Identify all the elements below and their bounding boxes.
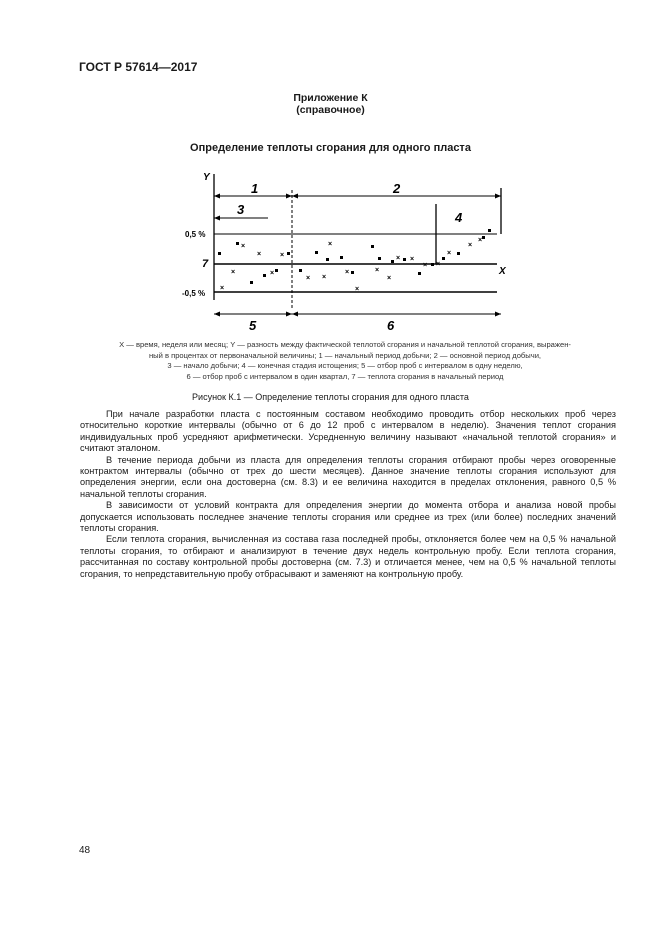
section-title: Определение теплоты сгорания для одного пласта [190,142,471,154]
sample-point [371,245,374,248]
sample-point: × [468,242,473,249]
sample-point: × [436,261,441,268]
sample-point: × [231,269,236,276]
sample-point [340,256,343,259]
sample-point: × [280,252,285,259]
sample-point [326,258,329,261]
sample-point [403,258,406,261]
appendix-title: Приложение К [293,92,368,104]
callout-6: 6 [387,318,395,333]
callout-4: 4 [455,210,463,225]
upper-tolerance-label: 0,5 % [185,230,206,239]
sample-point: × [423,262,428,269]
sample-point [218,252,221,255]
sample-point [391,260,394,263]
paragraph: В зависимости от условий контракта для определения энергии до момента отбора и анализа новой пробы допускается использовать последнее значение теплоты сгорания или среднее из трех (или более) последних значений теплоты сгорания. [80,500,616,534]
x-axis-label: X [499,266,506,277]
sample-point [442,257,445,260]
sample-point [418,272,421,275]
sample-point: × [375,267,380,274]
paragraph: В течение периода добычи из пласта для определения теплоты сгорания отбирают пробы через оговоренные контрактом интервалы (обычно от трех до шести месяцев). Данное значение теплоты сгорания используют для определения энергии, если она достоверна (см. 8.3) и ее величина находится в пределах отклонения, равного 0,5 % начальной теплоты сгорания. [80,454,616,499]
sample-point: × [241,243,246,250]
paragraph: Если теплота сгорания, вычисленная из состава газа последней пробы, отклоняется более чем на 0,5 % начальной теплоты сгорания, то отбирают и анализируют в течение двух недель контрольную пробу. Если теплота сгорания, рассчитанная по составу контрольной пробы достоверна (см. 7.3) и отличается менее, чем на 0,5 % начальной теплоты сгорания, то непредставительную пробу отбрасывают и заменяют на контрольную пробу. [80,534,616,579]
y-axis-label: Y [203,172,210,183]
callout-2: 2 [393,181,401,196]
figure-legend [80,340,610,382]
sample-point [482,236,485,239]
sample-point [275,269,278,272]
sample-point: × [257,251,262,258]
appendix-subtitle: (справочное) [296,104,365,116]
appendix-heading [0,92,661,116]
legend-line: ный в процентах от первоначальной величины; 1 — начальный период добычи; 2 — основной период добычи, [148,350,542,360]
nominal-label: 7 [202,258,209,270]
sample-point: × [270,270,275,277]
sample-point [351,271,354,274]
callout-1: 1 [251,181,259,196]
sample-point: × [355,286,360,293]
legend-line: 3 — начало добычи; 4 — конечная стадия истощения; 5 — отбор проб с интервалом в одну неделю, [167,361,523,371]
body-text [80,409,616,580]
legend-line: 6 — отбор проб с интервалом в один квартал, 7 — теплота сгорания в начальный период [186,371,504,381]
sample-point [263,274,266,277]
document-number: ГОСТ Р 57614—2017 [79,60,198,74]
sample-point: × [345,269,350,276]
sample-point [250,281,253,284]
sample-point [315,251,318,254]
callout-5: 5 [249,318,257,333]
sample-point [488,229,491,232]
heat-of-combustion-diagram [182,168,515,338]
sample-point: × [410,256,415,263]
page-number: 48 [79,845,91,856]
sample-point: × [328,241,333,248]
sample-point [287,252,290,255]
sample-point [457,252,460,255]
sample-point: × [447,250,452,257]
sample-point [378,257,381,260]
paragraph: При начале разработки пласта с постоянным составом необходимо проводить отбор нескольких проб через относительно короткие интервалы (обычно от 6 до 12 проб с интервалом в неделю). Значения теплот сгорания индивидуальных проб усредняют арифметически. Усредненную величину называют «начальной теплотой сгорания» и считают эталоном. [80,409,616,454]
sample-point [431,263,434,266]
sample-markers [218,229,491,293]
callout-3: 3 [237,202,245,217]
sample-point [299,269,302,272]
figure-caption: Рисунок К.1 — Определение теплоты сгорания для одного пласта [192,392,469,402]
sample-point: × [478,237,483,244]
sample-point: × [220,285,225,292]
sample-point: × [396,255,401,262]
sample-point: × [387,275,392,282]
lower-tolerance-label: -0,5 % [182,289,206,298]
sample-point: × [322,274,327,281]
sample-point [236,242,239,245]
sample-point: × [306,275,311,282]
legend-line: X — время, неделя или месяц; Y — разность между фактической теплотой сгорания и начальной теплотой сгорания, выражен- [119,340,571,349]
